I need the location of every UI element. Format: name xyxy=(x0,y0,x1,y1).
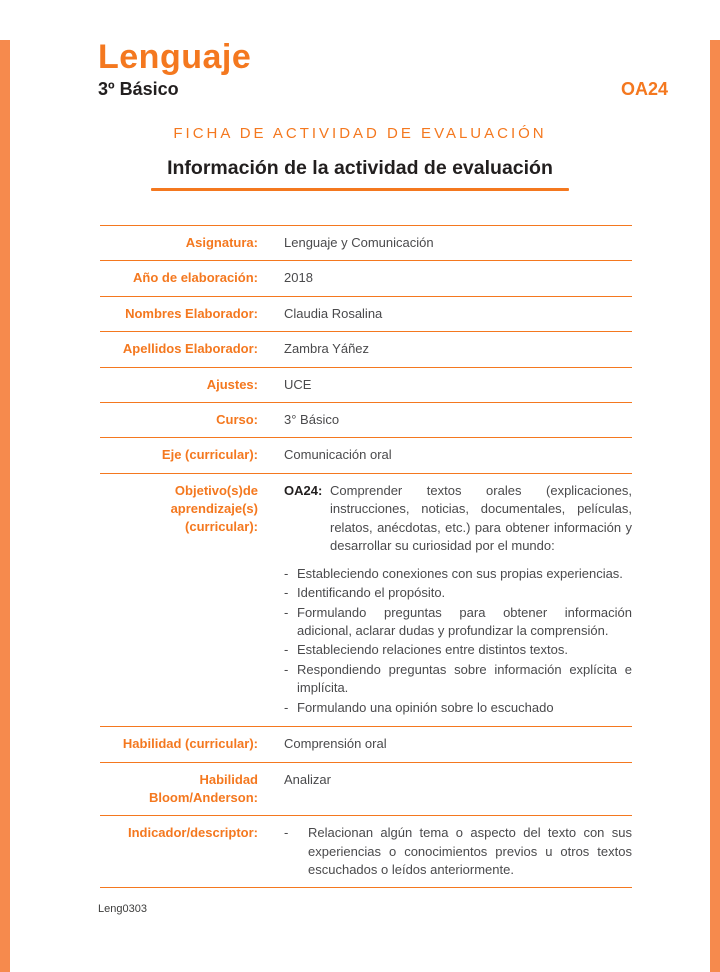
sheet-label: FICHA DE ACTIVIDAD DE EVALUACIÓN xyxy=(173,124,547,142)
page-title: Información de la actividad de evaluación xyxy=(167,156,553,179)
table-row-indicator xyxy=(100,815,632,887)
subject-heading: Lenguaje xyxy=(98,38,252,76)
table-row xyxy=(100,296,632,331)
row-label: Objetivo(s)de aprendizaje(s) (curricular): xyxy=(170,482,258,535)
row-label: Habilidad Bloom/Anderson: xyxy=(148,771,258,805)
bullet-item xyxy=(284,584,632,602)
bullet-text: Respondiendo preguntas sobre información explícita e implícita. xyxy=(297,661,632,696)
row-value: Lenguaje y Comunicación xyxy=(284,234,434,250)
bullet-text: Identificando el propósito. xyxy=(297,585,446,601)
row-label: Eje (curricular): xyxy=(161,447,258,463)
bullet-item xyxy=(284,604,632,641)
row-value: 2018 xyxy=(284,270,313,286)
row-label: Indicador/descriptor: xyxy=(127,825,258,841)
table-row xyxy=(100,762,632,815)
title-underline xyxy=(151,188,569,191)
bullet-marker: - xyxy=(284,585,289,601)
row-label: Asignatura: xyxy=(185,234,258,250)
row-label: Habilidad (curricular): xyxy=(122,736,258,752)
bullet-marker: - xyxy=(284,661,289,677)
oa-code: OA24: xyxy=(284,482,323,498)
table-row xyxy=(100,331,632,366)
bullet-text: Formulando una opinión sobre lo escuchado xyxy=(297,699,554,715)
bullet-text: Formulando preguntas para obtener información adicional, aclarar dudas y profundizar la comprensión. xyxy=(297,604,632,639)
indicator-line xyxy=(284,824,632,879)
bullet-item xyxy=(284,565,632,583)
right-edge-bar xyxy=(710,40,720,972)
bullet-item xyxy=(284,699,632,717)
row-value: UCE xyxy=(284,376,312,392)
bullet-marker: - xyxy=(284,825,289,841)
row-label: Ajustes: xyxy=(206,376,258,392)
objective-bullet-list xyxy=(284,565,632,718)
table-row xyxy=(100,367,632,402)
row-value xyxy=(258,824,632,879)
objective-intro-line xyxy=(284,482,632,556)
document-header xyxy=(98,40,668,100)
bullet-marker: - xyxy=(284,699,289,715)
row-value: Claudia Rosalina xyxy=(284,305,383,321)
row-label: Nombres Elaborador: xyxy=(125,305,258,321)
bullet-marker: - xyxy=(284,604,289,620)
header-left xyxy=(98,40,251,100)
bullet-text: Estableciendo conexiones con sus propias experiencias. xyxy=(297,565,623,581)
row-value xyxy=(258,482,632,718)
row-value: Comunicación oral xyxy=(284,447,392,463)
bullet-marker: - xyxy=(284,565,289,581)
document-page xyxy=(0,40,720,915)
indicator-text: Relacionan algún tema o aspecto del texto con sus experiencias o conocimientos previos u otros textos escuchados o leídos anteriormente. xyxy=(308,825,632,878)
row-label: Curso: xyxy=(216,411,258,427)
row-value: Analizar xyxy=(284,771,331,787)
table-row xyxy=(100,437,632,472)
grade-label: 3º Básico xyxy=(98,78,179,99)
table-row xyxy=(100,225,632,260)
table-row-objective xyxy=(100,473,632,726)
oa-badge: OA24 xyxy=(620,78,668,99)
table-row xyxy=(100,260,632,295)
row-value: Comprensión oral xyxy=(284,736,387,752)
bullet-item xyxy=(284,641,632,659)
objective-intro-text: Comprender textos orales (explicaciones, instrucciones, noticias, documentales, películas, relatos, anécdotas, etc.) para obtener información y desarrollar su curiosidad por el mundo: xyxy=(330,482,632,554)
footer-code: Leng0303 xyxy=(98,903,147,916)
row-value: Zambra Yáñez xyxy=(284,341,370,357)
row-label: Apellidos Elaborador: xyxy=(122,341,258,357)
left-edge-bar xyxy=(0,40,10,972)
row-value: 3° Básico xyxy=(284,411,340,427)
info-table xyxy=(100,225,632,889)
row-label: Año de elaboración: xyxy=(133,270,258,286)
bullet-item xyxy=(284,661,632,698)
table-row xyxy=(100,726,632,761)
bullet-marker: - xyxy=(284,642,289,658)
table-row xyxy=(100,402,632,437)
bullet-text: Estableciendo relaciones entre distintos textos. xyxy=(297,642,568,658)
